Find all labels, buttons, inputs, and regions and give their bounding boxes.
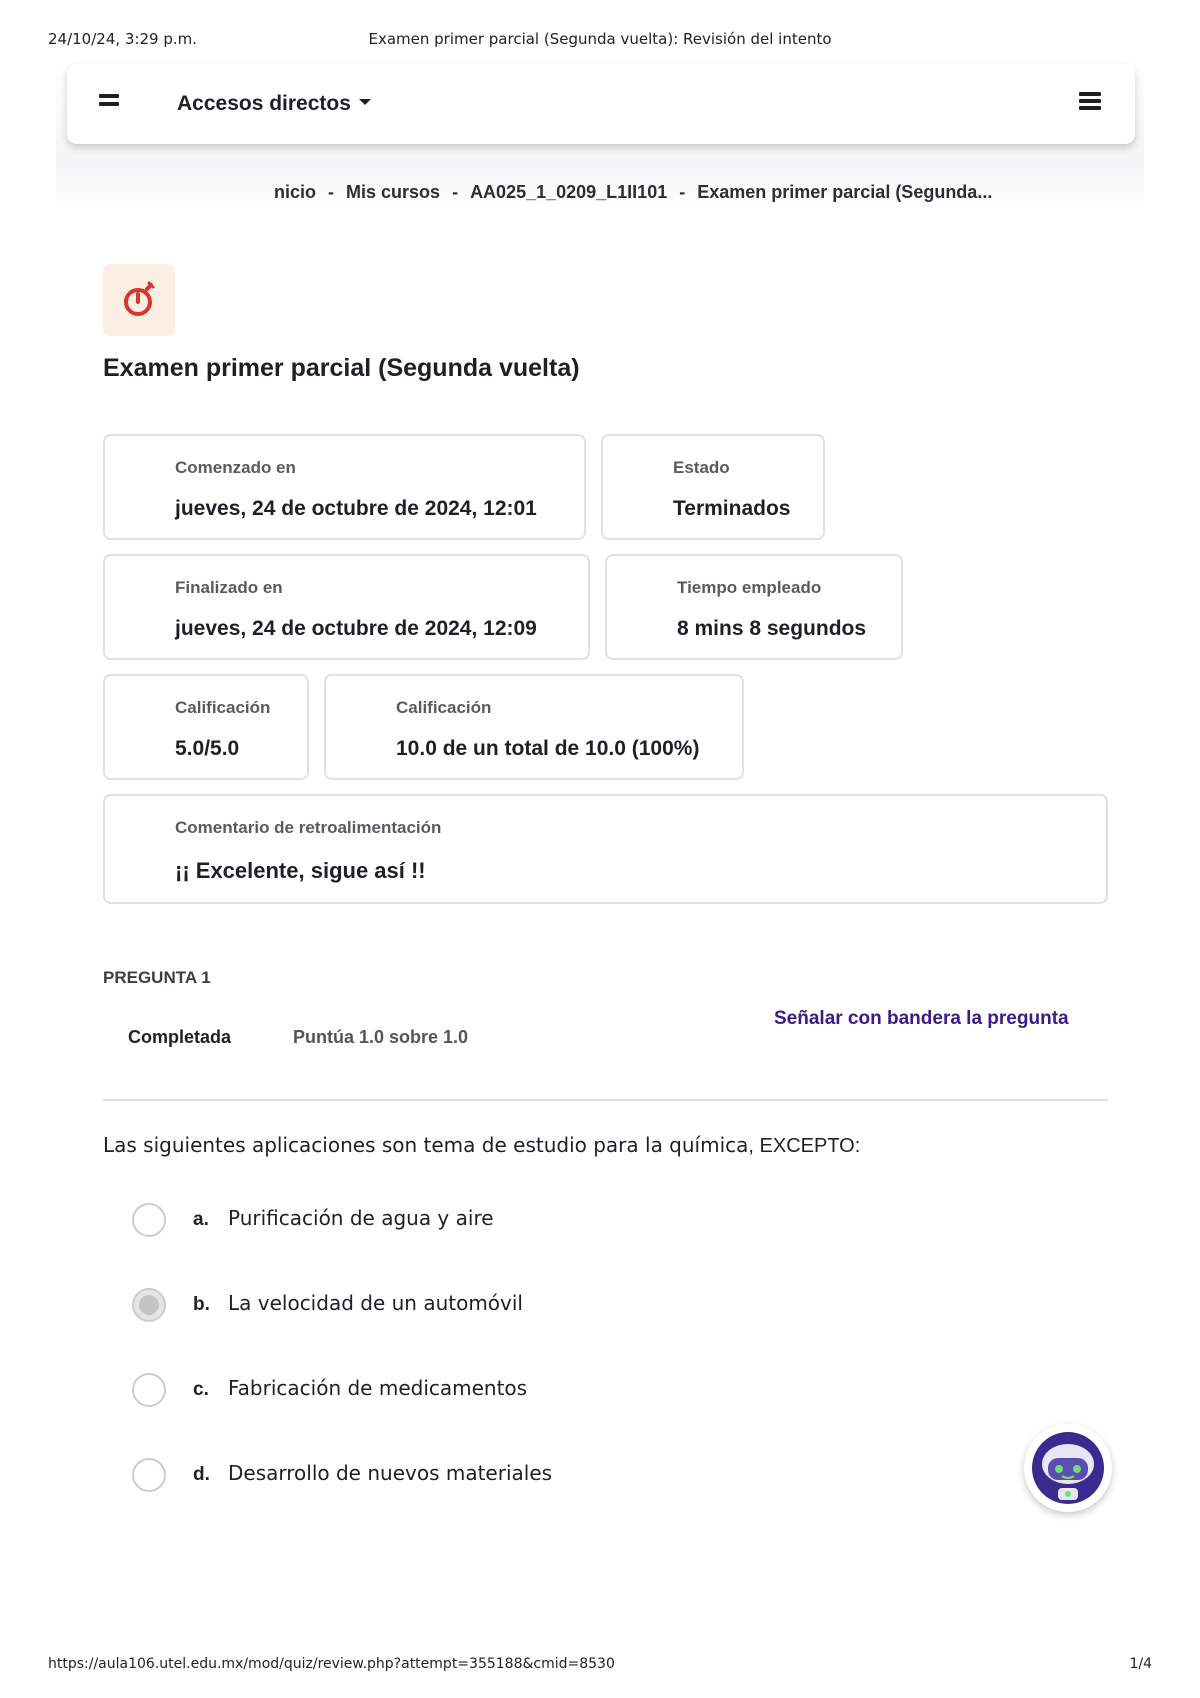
stopwatch-icon	[119, 280, 159, 320]
state-card	[601, 434, 825, 540]
state-value: Terminados	[673, 497, 791, 520]
question-number: PREGUNTA 1	[103, 968, 211, 987]
option-a[interactable]	[132, 1203, 832, 1237]
shortcuts-dropdown[interactable]	[177, 92, 371, 116]
question-text	[103, 1133, 860, 1158]
option-a-radio[interactable]	[132, 1203, 166, 1237]
question-grade: Puntúa 1.0 sobre 1.0	[293, 1027, 469, 1047]
menu-icon[interactable]	[1079, 90, 1101, 112]
time-taken-value: 8 mins 8 segundos	[677, 617, 867, 640]
breadcrumb-separator: -	[679, 182, 686, 202]
option-c-radio[interactable]	[132, 1373, 166, 1407]
question-text-main: Las siguientes aplicaciones son tema de estudio para la química	[103, 1133, 749, 1157]
grade-label: Calificación	[396, 698, 492, 717]
started-label: Comenzado en	[175, 458, 296, 477]
grade-value: 10.0 de un total de 10.0 (100%)	[396, 737, 700, 760]
option-b[interactable]	[132, 1288, 832, 1322]
option-d-text: Desarrollo de nuevos materiales	[228, 1461, 553, 1485]
hamburger-icon[interactable]	[99, 92, 119, 106]
feedback-card	[103, 794, 1108, 904]
started-value: jueves, 24 de octubre de 2024, 12:01	[175, 497, 537, 520]
assistant-button[interactable]	[1024, 1424, 1112, 1512]
flag-question-link[interactable]: Señalar con bandera la pregunta	[774, 1008, 1069, 1029]
option-b-letter: b.	[193, 1294, 210, 1315]
page-title: Examen primer parcial (Segunda vuelta)	[103, 354, 580, 382]
started-card	[103, 434, 586, 540]
breadcrumb-separator: -	[328, 182, 335, 202]
time-taken-card	[605, 554, 903, 660]
shortcuts-label: Accesos directos	[177, 92, 351, 115]
quiz-icon-tile	[103, 264, 175, 336]
marks-label: Calificación	[175, 698, 271, 717]
time-taken-label: Tiempo empleado	[677, 578, 822, 597]
print-footer	[48, 1656, 1152, 1676]
option-c-letter: c.	[193, 1379, 209, 1400]
option-c[interactable]	[132, 1373, 832, 1407]
print-page-number: 1/4	[1129, 1656, 1152, 1672]
breadcrumb	[274, 182, 992, 203]
question-divider	[103, 1099, 1108, 1101]
caret-down-icon	[359, 99, 371, 105]
robot-assistant-icon	[1030, 1430, 1106, 1506]
breadcrumb-course[interactable]: AA025_1_0209_L1II101	[470, 182, 668, 202]
finished-label: Finalizado en	[175, 578, 283, 597]
option-b-radio[interactable]	[132, 1288, 166, 1322]
print-url: https://aula106.utel.edu.mx/mod/quiz/review.php?attempt=355188&cmid=8530	[48, 1656, 615, 1672]
state-label: Estado	[673, 458, 730, 477]
feedback-label: Comentario de retroalimentación	[175, 818, 442, 837]
option-a-text: Purificación de agua y aire	[228, 1206, 494, 1230]
marks-value: 5.0/5.0	[175, 737, 240, 760]
breadcrumb-separator: -	[452, 182, 459, 202]
option-c-text: Fabricación de medicamentos	[228, 1376, 528, 1400]
breadcrumb-my-courses[interactable]: Mis cursos	[346, 182, 441, 202]
breadcrumb-quiz[interactable]: Examen primer parcial (Segunda...	[697, 182, 993, 202]
option-d-letter: d.	[193, 1464, 210, 1485]
option-b-text: La velocidad de un automóvil	[228, 1291, 523, 1315]
option-a-letter: a.	[193, 1209, 209, 1230]
print-header	[48, 30, 1152, 50]
marks-card	[103, 674, 309, 780]
feedback-value: ¡¡ Excelente, sigue así !!	[175, 858, 426, 883]
option-d[interactable]	[132, 1458, 832, 1492]
question-text-emphasis: , EXCEPTO:	[748, 1135, 861, 1157]
grade-card	[324, 674, 744, 780]
print-document-title: Examen primer parcial (Segunda vuelta): Revisión del intento	[368, 30, 832, 48]
option-d-radio[interactable]	[132, 1458, 166, 1492]
top-navbar	[67, 64, 1135, 144]
question-state: Completada	[128, 1027, 232, 1047]
finished-value: jueves, 24 de octubre de 2024, 12:09	[175, 617, 537, 640]
print-datetime: 24/10/24, 3:29 p.m.	[48, 30, 198, 48]
finished-card	[103, 554, 590, 660]
breadcrumb-home[interactable]: nicio	[274, 182, 317, 202]
